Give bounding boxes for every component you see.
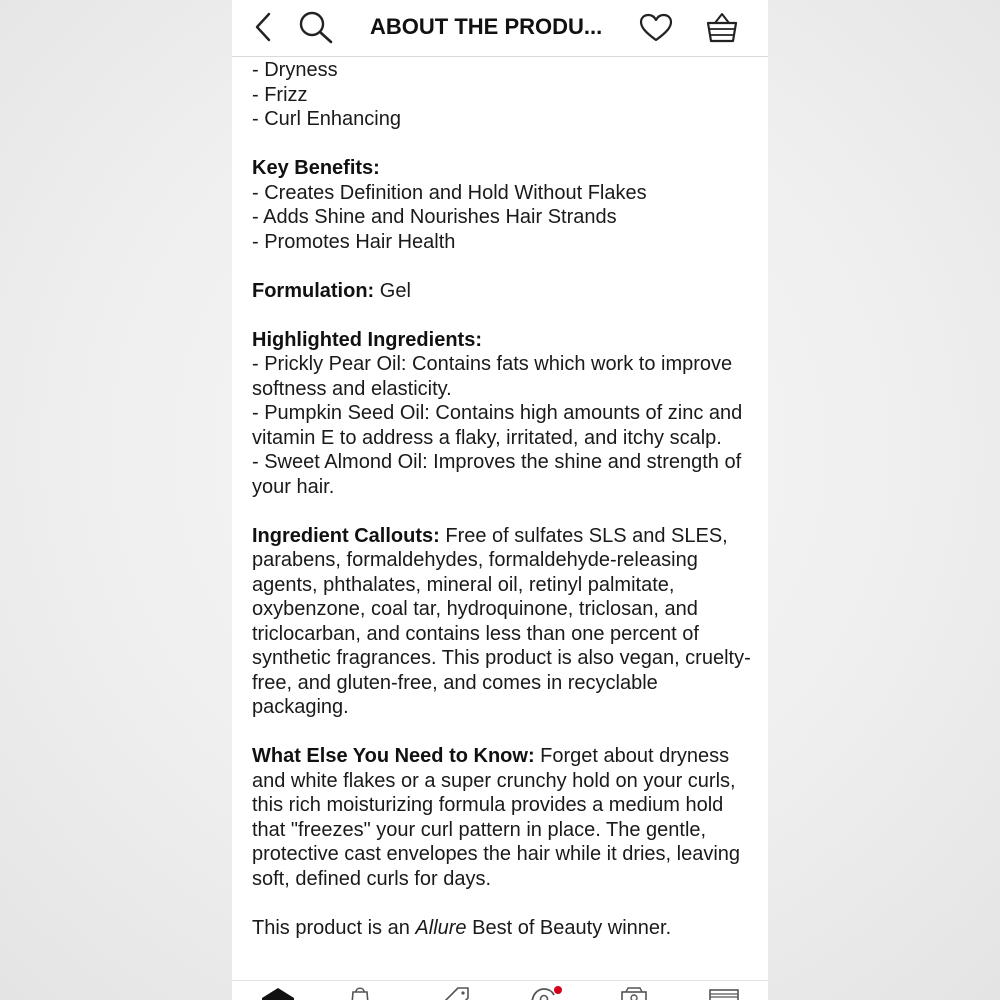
list-item: - Prickly Pear Oil: Contains fats which work to improve softness and elasticity. xyxy=(252,353,733,400)
tab-offers[interactable] xyxy=(434,984,474,1000)
award-publication: Allure xyxy=(415,916,467,939)
formulation-value: Gel xyxy=(374,279,411,302)
award-note xyxy=(252,916,752,941)
basket-icon xyxy=(705,12,739,44)
home-icon xyxy=(258,984,298,1000)
search-icon xyxy=(298,10,334,44)
highlighted-ingredients-section xyxy=(252,328,752,500)
search-button[interactable] xyxy=(296,8,336,46)
concerns-list xyxy=(252,58,752,132)
top-nav-bar xyxy=(232,0,768,57)
offers-icon xyxy=(434,984,474,1000)
award-prefix: This product is an xyxy=(252,916,416,939)
key-benefits-section xyxy=(252,156,752,254)
list-item: - Dryness xyxy=(252,59,338,81)
list-item: - Adds Shine and Nourishes Hair Strands xyxy=(252,206,617,228)
community-icon xyxy=(524,984,564,1000)
tab-home[interactable] xyxy=(258,984,298,1000)
heart-icon xyxy=(639,13,673,43)
tab-store[interactable] xyxy=(614,984,654,1000)
basket-button[interactable] xyxy=(702,10,742,46)
bottom-tab-bar xyxy=(232,980,768,1000)
ingredient-callouts-section xyxy=(252,524,752,720)
section-body: Forget about dryness and white flakes or a super crunchy hold on your curls, this rich moisturizing formula provides a medium hold that "freezes" your curl pattern in place. The gentle, protective cast envelopes the hair while it dries, leaving soft, defined curls for days. xyxy=(252,745,741,890)
list-item: - Frizz xyxy=(252,83,308,106)
section-body: Free of sulfates SLS and SLES, parabens, formaldehydes, formaldehyde-releasing agents, phthalates, mineral oil, retinyl palmitate, oxybenzone, coal tar, hydroquinone, triclosan, and triclocarban, and contains less than one percent of synthetic fragrances. This product is also vegan, cruelty-free, and gluten-free, and comes in recyclable packaging. xyxy=(252,524,751,718)
list-item: - Creates Definition and Hold Without Flakes xyxy=(252,181,647,204)
me-icon xyxy=(704,984,744,1000)
section-heading: What Else You Need to Know: xyxy=(252,745,535,767)
section-heading: Key Benefits: xyxy=(252,157,380,179)
list-item: - Pumpkin Seed Oil: Contains high amounts of zinc and vitamin E to address a flaky, irritated, and itchy scalp. xyxy=(252,402,743,449)
list-item: - Sweet Almond Oil: Improves the shine and strength of your hair. xyxy=(252,451,742,498)
page-title: ABOUT THE PRODU... xyxy=(370,14,603,39)
what-else-section xyxy=(252,744,752,891)
formulation-section xyxy=(252,279,752,304)
chevron-left-icon xyxy=(253,12,273,42)
list-item: - Promotes Hair Health xyxy=(252,230,456,253)
section-heading: Formulation: xyxy=(252,279,375,302)
tab-community[interactable] xyxy=(524,984,564,1000)
tab-me[interactable] xyxy=(704,984,744,1000)
list-item: - Curl Enhancing xyxy=(252,108,401,130)
tab-shop[interactable] xyxy=(340,984,380,1000)
product-description xyxy=(252,58,752,940)
shop-icon xyxy=(340,984,380,1000)
section-heading: Highlighted Ingredients: xyxy=(252,328,482,351)
favorite-button[interactable] xyxy=(636,10,676,46)
section-heading: Ingredient Callouts: xyxy=(252,524,440,547)
award-suffix: Best of Beauty winner. xyxy=(466,916,672,939)
app-screen xyxy=(232,0,768,1000)
store-icon xyxy=(614,984,654,1000)
back-button[interactable] xyxy=(246,10,280,44)
